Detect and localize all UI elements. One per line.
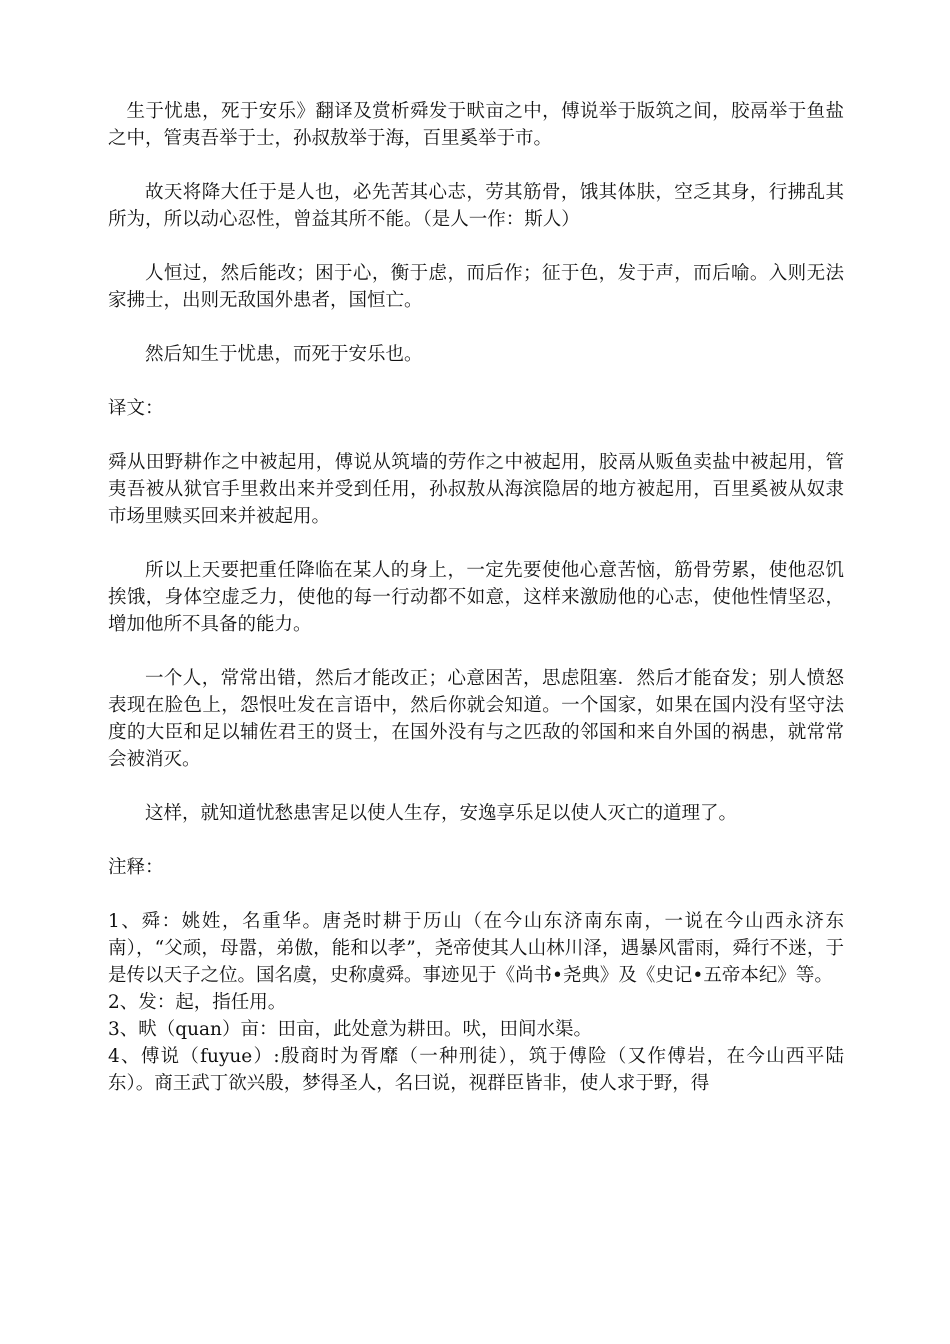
original-paragraph-2: 故天将降大任于是人也，必先苦其心志，劳其筋骨，饿其体肤，空乏其身，行拂乱其所为，所以动心忍性，曾益其所不能。（是人一作：斯人） [108, 182, 844, 230]
document-page [108, 98, 844, 1097]
translation-paragraph-2: 所以上天要把重任降临在某人的身上，一定先要使他心意苦恼，筋骨劳累，使他忍饥挨饿，身体空虚乏力，使他的每一行动都不如意，这样来激励他的心志，使他性情坚忍，增加他所不具备的能力。 [108, 560, 844, 635]
note-item-2: 2、发：起，指任用。 [108, 992, 287, 1013]
translation-paragraph-3: 一个人，常常出错，然后才能改正；心意困苦，思虑阻塞．然后才能奋发；别人愤怒表现在脸色上，怨恨吐发在言语中，然后你就会知道。一个国家，如果在国内没有坚守法度的大臣和足以辅佐君王的贤士，在国外没有与之匹敌的邻国和来自外国的祸患，就常常会被消灭。 [108, 668, 844, 770]
notes-heading: 注释： [108, 857, 164, 878]
original-paragraph-3: 人恒过，然后能改；困于心，衡于虑，而后作；征于色，发于声，而后喻。入则无法家拂士，出则无敌国外患者，国恒亡。 [108, 263, 844, 311]
translation-paragraph-1: 舜从田野耕作之中被起用，傅说从筑墙的劳作之中被起用，胶鬲从贩鱼卖盐中被起用，管夷吾被从狱官手里救出来并受到任用，孙叔敖从海滨隐居的地方被起用，百里奚被从奴隶市场里赎买回来并被起用。 [108, 452, 844, 527]
translation-paragraph-4: 这样，就知道忧愁患害足以使人生存，安逸享乐足以使人灭亡的道理了。 [145, 803, 738, 824]
translation-heading: 译文： [108, 398, 164, 419]
note-item-4: 4、傅说（fuyue）:殷商时为胥靡（一种刑徒），筑于傅险（又作傅岩，在今山西平陆东）。商王武丁欲兴殷，梦得圣人，名曰说，视群臣皆非，使人求于野，得 [108, 1046, 844, 1094]
original-paragraph-1: 生于忧患，死于安乐》翻译及赏析舜发于畎亩之中，傅说举于版筑之间，胶鬲举于鱼盐之中，管夷吾举于士，孙叔敖举于海，百里奚举于市。 [108, 101, 844, 149]
note-item-3: 3、畎（quan）亩：田亩，此处意为耕田。吠，田间水渠。 [108, 1019, 592, 1040]
note-item-1: 1、舜：姚姓，名重华。唐尧时耕于历山（在今山东济南东南，一说在今山西永济东南），“父顽，母嚣，弟傲，能和以孝”，尧帝使其人山林川泽，遇暴风雷雨，舜行不迷，于是传以天子之位。国名虞，史称虞舜。事迹见于《尚书•尧典》及《史记•五帝本纪》等。 [108, 911, 844, 986]
notes-list [108, 908, 844, 1097]
original-paragraph-4: 然后知生于忧患，而死于安乐也。 [145, 344, 423, 365]
